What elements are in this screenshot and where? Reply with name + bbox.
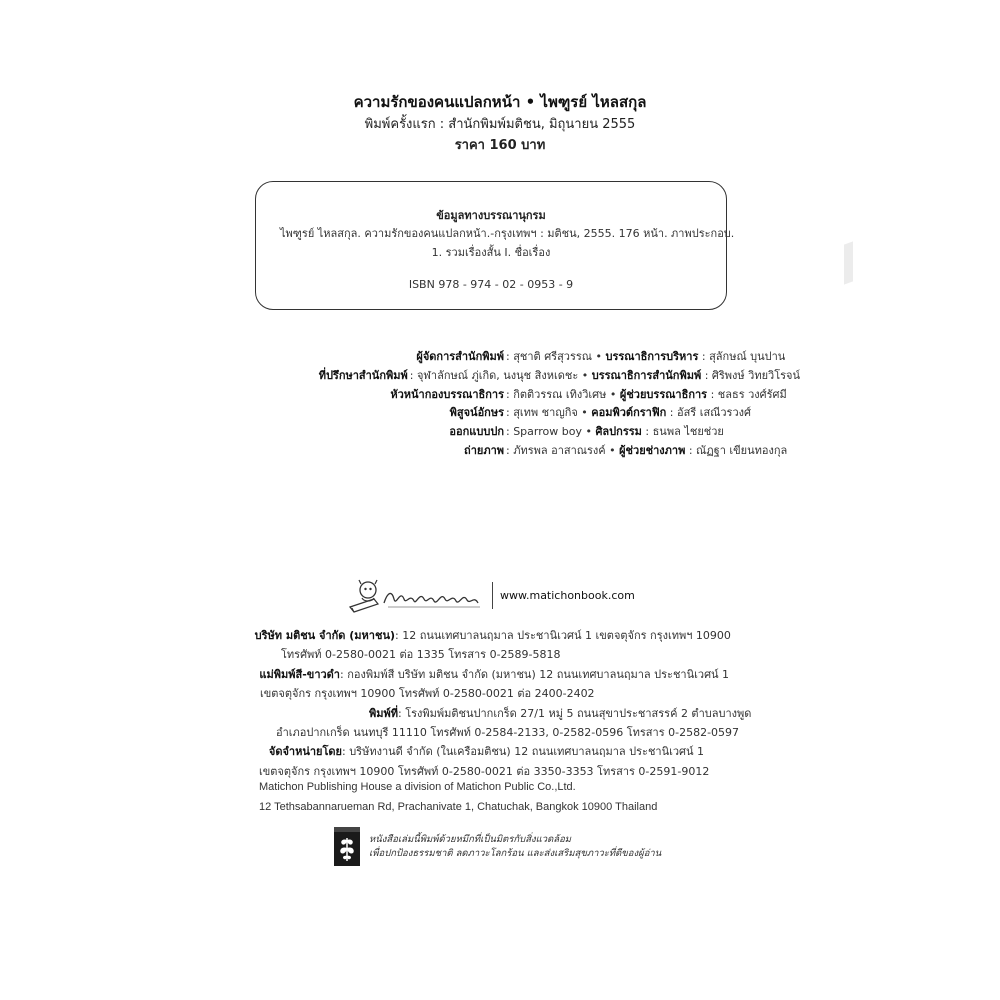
credit-value-2: อัสรี เสณีวรวงศ์: [676, 406, 751, 420]
credit-value-2: สุลักษณ์ บุนปาน: [709, 350, 786, 363]
page-glare: [844, 241, 853, 284]
imprint-printer: [180, 704, 820, 723]
credit-label-2: บรรณาธิการบริหาร: [605, 350, 699, 363]
credit-value: ภัทรพล อาสาณรงค์: [513, 443, 606, 457]
website-link[interactable]: www.matichonbook.com: [500, 589, 635, 602]
credit-label: ที่ปรึกษาสำนักพิมพ์: [318, 368, 408, 382]
credit-line: พิสูจน์อักษร : สุเทพ ชาญกิจ • คอมพิวต์กราฟิก : อัสรี เสณีวรวงศ์: [200, 403, 800, 422]
color-plates-value: : กองพิมพ์สี บริษัท มติชน จำกัด (มหาชน) 12 ถนนเทศบาลนฤมาล ประชานิเวศน์ 1: [340, 667, 730, 681]
imprint-block: [180, 626, 820, 820]
credit-value-2: ชลธร วงศ์รัศมี: [717, 387, 787, 401]
credit-value: สุเทพ ชาญกิจ: [513, 406, 578, 420]
eco-statement: [369, 833, 661, 861]
color-plates-label: แม่พิมพ์สี-ขาวดำ: [259, 667, 340, 681]
credit-value-2: ธนพล ไชยช่วย: [652, 425, 724, 439]
credit-label-2: ผู้ช่วยช่างภาพ: [619, 443, 686, 457]
credit-label-2: บรรณาธิการสำนักพิมพ์: [591, 368, 702, 382]
credit-line: ถ่ายภาพ : ภัทรพล อาสาณรงค์ • ผู้ช่วยช่างภาพ : ณัฏฐา เขียนทองกุล: [200, 441, 800, 460]
credit-line: ที่ปรึกษาสำนักพิมพ์ : จุฬาลักษณ์ ภู่เกิด, นงนุช สิงหเดชะ • บรรณาธิการสำนักพิมพ์ : ศิริพงษ์ วิทยวิโรจน์: [200, 366, 800, 385]
credit-value-2: ศิริพงษ์ วิทยวิโรจน์: [711, 368, 800, 382]
credit-label-2: ศิลปกรรม: [595, 425, 642, 439]
credit-label: พิสูจน์อักษร: [449, 406, 504, 420]
staff-credits: [200, 347, 800, 460]
credit-line: ออกแบบปก : Sparrow boy • ศิลปกรรม : ธนพล ไชยช่วย: [200, 422, 800, 441]
english-company: Matichon Publishing House a division of Matichon Public Co.,Ltd.: [259, 781, 576, 794]
distributor-value: : บริษัทงานดี จำกัด (ในเครือมติชน) 12 ถนนเทศบาลนฤมาล ประชานิเวศน์ 1: [342, 745, 705, 759]
cataloging-entry: ไพฑูรย์ ไหลสกุล. ความรักของคนแปลกหน้า.-กรุงเทพฯ : มติชน, 2555. 176 หน้า. ภาพประกอบ.: [280, 227, 735, 240]
isbn: ISBN 978 - 974 - 02 - 0953 - 9: [408, 278, 574, 291]
printer-label: พิมพ์ที่: [368, 706, 398, 720]
credit-value: จุฬาลักษณ์ ภู่เกิด, นงนุช สิงหเดชะ: [416, 368, 579, 382]
eco-book-leaf-icon: [333, 826, 363, 868]
credit-value-2: ณัฏฐา เขียนทองกุล: [696, 443, 788, 457]
english-address: 12 Tethsabannarueman Rd, Prachanivate 1, Chatuchak, Bangkok 10900 Thailand: [259, 800, 658, 813]
credit-value: Sparrow boy: [513, 425, 582, 439]
credit-line: หัวหน้ากองบรรณาธิการ : กิตติวรรณ เทิงวิเศษ • ผู้ช่วยบรรณาธิการ : ชลธร วงศ์รัศมี: [200, 385, 800, 404]
credit-label: ออกแบบปก: [449, 425, 504, 439]
credit-line: ผู้จัดการสำนักพิมพ์ : สุชาติ ศรีสุวรรณ • บรรณาธิการบริหาร : สุลักษณ์ บุนปาน: [200, 347, 800, 366]
credit-value: กิตติวรรณ เทิงวิเศษ: [513, 387, 607, 401]
company-label: บริษัท มติชน จำกัด (มหาชน): [254, 629, 395, 642]
credit-label: ถ่ายภาพ: [464, 443, 504, 457]
cataloging-title: ข้อมูลทางบรรณานุกรม: [436, 209, 546, 222]
imprint-company: [180, 626, 820, 645]
eco-statement-line: เพื่อปกป้องธรรมชาติ ลดภาวะโลกร้อน และส่งเสริมสุขภาวะที่ดีของผู้อ่าน: [369, 848, 662, 859]
company-value: : 12 ถนนเทศบาลนฤมาล ประชานิเวศน์ 1 เขตจตุจักร กรุงเทพฯ 10900: [395, 629, 731, 642]
price: ราคา 160 บาท: [454, 138, 546, 153]
imprint-color-plates: [180, 665, 820, 684]
credit-label: ผู้จัดการสำนักพิมพ์: [416, 350, 504, 363]
credit-value: สุชาติ ศรีสุวรรณ: [513, 350, 593, 363]
cataloging-subjects: 1. รวมเรื่องสั้น I. ชื่อเรื่อง: [431, 246, 551, 259]
color-plates-contact: เขตจตุจักร กรุงเทพฯ 10900 โทรศัพท์ 0-2580-0021 ต่อ 2400-2402: [260, 687, 595, 701]
distributor-label: จัดจำหน่ายโดย: [268, 745, 342, 759]
distributor-contact: เขตจตุจักร กรุงเทพฯ 10900 โทรศัพท์ 0-2580-0021 ต่อ 3350-3353 โทรสาร 0-2591-9012: [259, 764, 710, 778]
first-print-info: พิมพ์ครั้งแรก : สำนักพิมพ์มติชน, มิถุนายน 2555: [364, 117, 636, 132]
company-contact: โทรศัพท์ 0-2580-0021 ต่อ 1335 โทรสาร 0-2589-5818: [281, 648, 561, 662]
printer-contact: อำเภอปากเกร็ด นนทบุรี 11110 โทรศัพท์ 0-2584-2133, 0-2582-0596 โทรสาร 0-2582-0597: [276, 725, 740, 739]
eco-statement-line: หนังสือเล่มนี้พิมพ์ด้วยหมึกที่เป็นมิตรกับสิ่งแวดล้อม: [369, 834, 572, 845]
cataloging-box: [255, 181, 735, 310]
logo-divider: [492, 582, 493, 609]
matichon-book-logo-icon: [344, 577, 490, 615]
book-title-line: ความรักของคนแปลกหน้า • ไพฑูรย์ ไหลสกุล: [353, 93, 647, 111]
imprint-distributor: [180, 742, 820, 761]
printer-value: : โรงพิมพ์มติชนปากเกร็ด 27/1 หมู่ 5 ถนนสุขาประชาสรรค์ 2 ตำบลบางพูด: [398, 706, 752, 720]
credit-label: หัวหน้ากองบรรณาธิการ: [390, 387, 504, 401]
credit-label-2: คอมพิวต์กราฟิก: [591, 406, 667, 420]
credit-label-2: ผู้ช่วยบรรณาธิการ: [619, 387, 708, 401]
